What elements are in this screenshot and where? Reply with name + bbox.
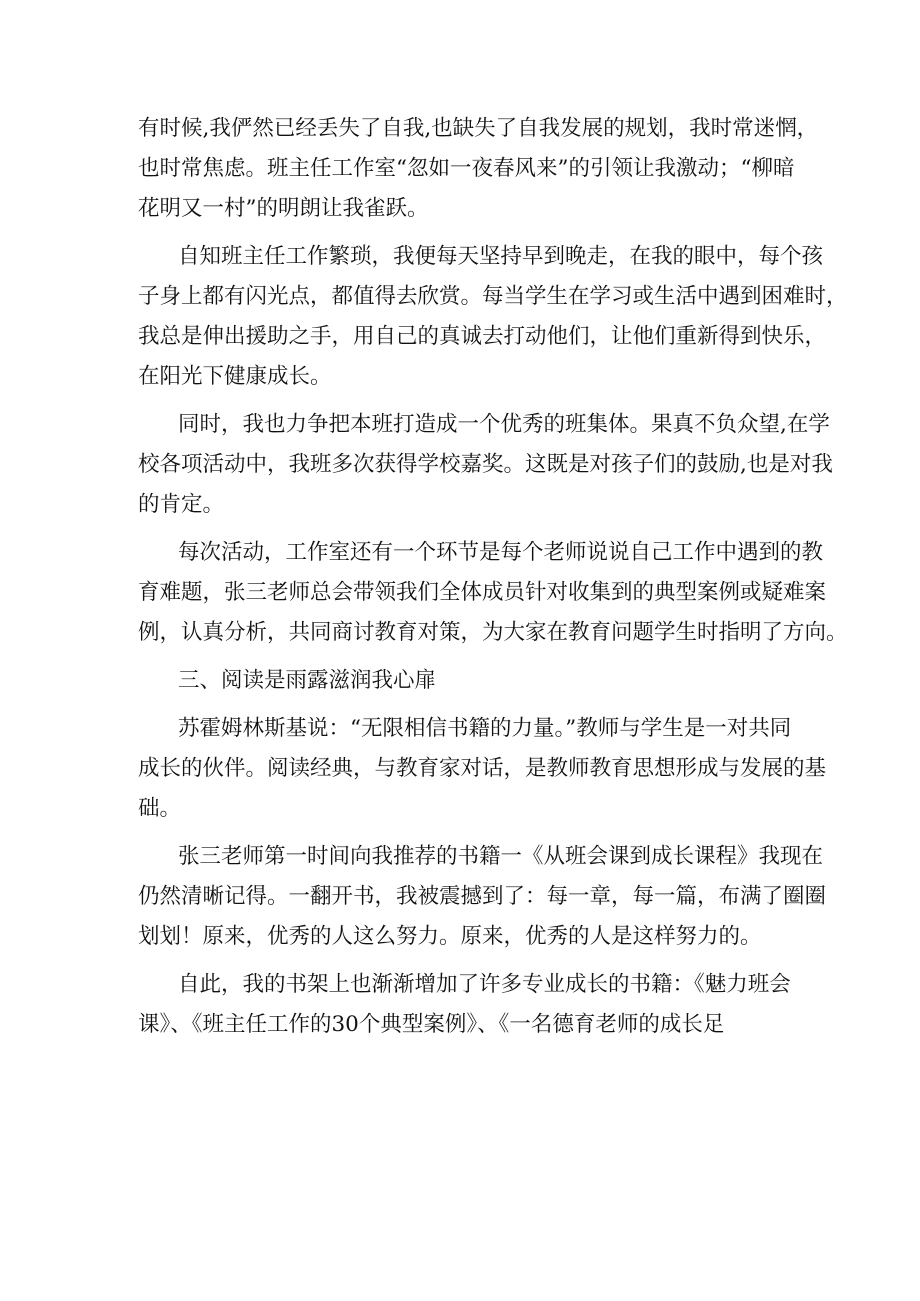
text-line: 子身上都有闪光点，都值得去欣赏。每当学生在学习或生活中遇到困难时， <box>138 284 848 309</box>
text-line: 同时，我也力争把本班打造成一个优秀的班集体。果真不负众望,在学 <box>178 412 830 437</box>
paragraph-7 <box>138 837 827 957</box>
text-line: 张三老师第一时间向我推荐的书籍一《从班会课到成长课程》我现在 <box>178 844 824 869</box>
paragraph-6 <box>138 709 827 829</box>
paragraph-2 <box>138 237 848 397</box>
text-line: 划划！原来，优秀的人这么努力。原来，优秀的人是这样努力的。 <box>138 924 762 949</box>
text-line: 的肯定。 <box>138 492 225 517</box>
text-line: 仍然清晰记得。一翻开书，我被震撼到了：每一章，每一篇，布满了圈圈 <box>138 884 827 909</box>
text-line: 础。 <box>138 796 182 821</box>
paragraph-4 <box>138 533 848 653</box>
text-line: 花明又一村”的明朗让我雀跃。 <box>138 196 429 221</box>
text-line: 苏霍姆林斯基说：“无限相信书籍的力量。”教师与学生是一对共同 <box>178 716 792 741</box>
text-line: 自此，我的书架上也渐渐增加了许多专业成长的书籍：《魅力班会 <box>178 972 791 997</box>
text-line: 在阳光下健康成长。 <box>138 364 332 389</box>
text-line: 也时常焦虑。班主任工作室“忽如一夜春风来”的引领让我激动；“柳暗 <box>138 156 795 181</box>
text-line: 我总是伸出援助之手，用自己的真诚去打动他们，让他们重新得到快乐， <box>138 324 827 349</box>
section-heading-text: 三、阅读是雨露滋润我心扉 <box>178 668 437 693</box>
section-heading <box>138 661 808 701</box>
text-line: 自知班主任工作繁琐，我便每天坚持早到晚走，在我的眼中，每个孩 <box>178 244 824 269</box>
text-line: 成长的伙伴。阅读经典，与教育家对话，是教师教育思想形成与发展的基 <box>138 756 827 781</box>
paragraph-8 <box>138 965 808 1045</box>
paragraph-3 <box>138 405 833 525</box>
text-line: 校各项活动中，我班多次获得学校嘉奖。这既是对孩子们的鼓励,也是对我 <box>138 452 833 477</box>
paragraph-1 <box>138 109 819 229</box>
text-line: 每次活动，工作室还有一个环节是每个老师说说自己工作中遇到的教 <box>178 540 824 565</box>
text-line: 课》、《班主任工作的30个典型案例》、《一名德育老师的成长足 <box>138 1012 725 1037</box>
text-line: 育难题，张三老师总会带领我们全体成员针对收集到的典型案例或疑难案 <box>138 580 827 605</box>
text-line: 例，认真分析，共同商讨教育对策，为大家在教育问题学生时指明了方向。 <box>138 620 848 645</box>
text-line: 有时候,我俨然已经丢失了自我,也缺失了自我发展的规划，我时常迷惘， <box>138 116 819 141</box>
document-body <box>138 109 848 1053</box>
